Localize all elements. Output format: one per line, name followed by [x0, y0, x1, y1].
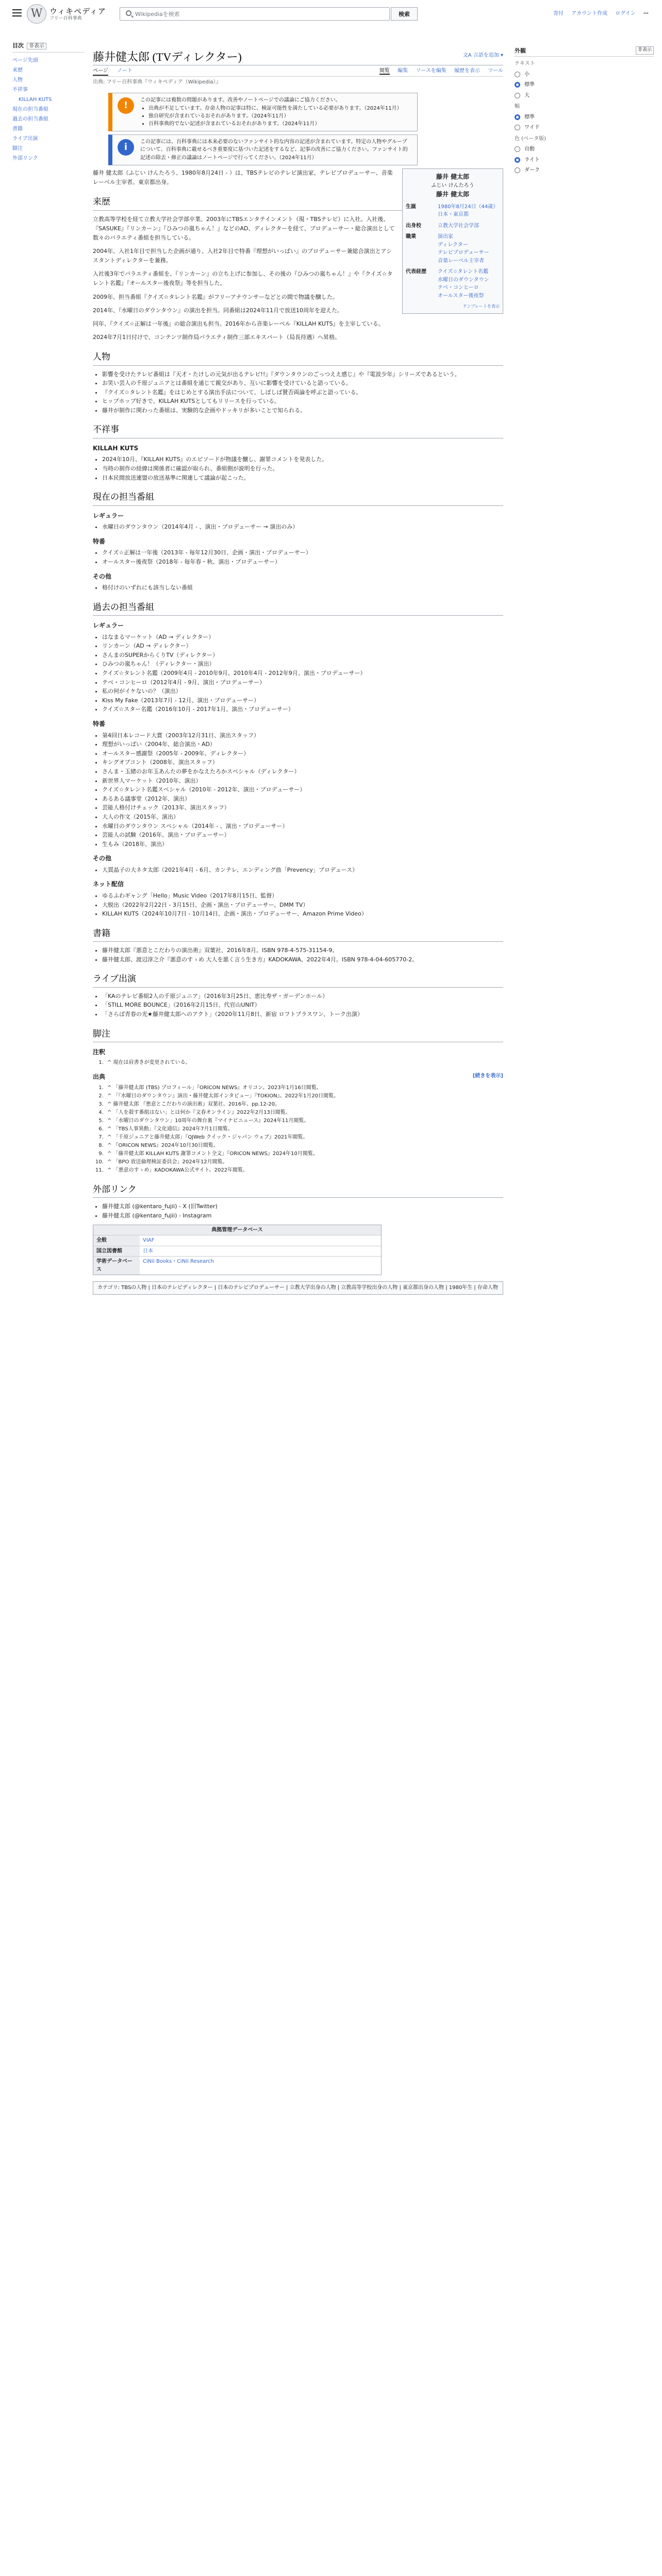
list-item: • 影響を受けたテレビ番組は『天才・たけしの元気が出るテレビ!!』『ダウンタウンのごっつええ感じ』や『電波少年』シリーズであるという。: [102, 370, 503, 379]
live-item: • 「KAのテレビ番組2人の千原ジュニア」（2016年3月25日、恵比寿ザ・ガーデンホール）: [102, 992, 503, 1001]
list-item: • 当時の制作の経緯は関係者に確認が取られ、番組側が説明を行った。: [102, 464, 503, 473]
list-item: • 日本民間放送連盟の放送基準に関連して議論が起こった。: [102, 473, 503, 483]
reference-item: 6. ^ 「TBS人事異動」『文化通信』2024年7月1日閲覧。: [105, 1125, 503, 1133]
radio-icon: [515, 72, 520, 77]
infobox-kana: ふじい けんたろう: [431, 182, 474, 189]
section-person-heading: 人物: [93, 350, 503, 365]
toc-item[interactable]: 人物: [12, 77, 23, 83]
issues-list: [148, 105, 412, 128]
info-icon: i: [118, 139, 134, 156]
reference-item: 7. ^ 「千原ジュニアと藤井健太郎」『QJWeb クイック・ジャパン ウェブ』2021年閲覧。: [105, 1133, 503, 1142]
color-dark[interactable]: ダーク: [515, 166, 654, 175]
donate-link[interactable]: 寄付: [553, 11, 564, 16]
infobox-occupation: 職業 演出家 ディレクター テレビプロデューサー 音楽レーベル主宰者: [406, 234, 489, 264]
toc-item[interactable]: 書籍: [12, 126, 23, 132]
past-regular-list: [102, 633, 503, 714]
program-item: • クイズ☆タレント名鑑スペシャル（2010年 - 2012年、演出・プロデューサー）: [102, 785, 503, 794]
current-other-heading: その他: [93, 572, 112, 580]
toc-item[interactable]: 来歴: [12, 67, 23, 73]
reference-item: 3. ^ 藤井健太郎 『悪意とこだわりの演出術』双葉社、2016年、pp.12-20。: [105, 1100, 503, 1109]
book-item: • 藤井健太郎、渡辺淳之介『悪意のすゝめ 大人を悪く言う生き方』KADOKAWA、2022年4月。ISBN 978-4-04-605770-2。: [102, 955, 503, 964]
toc-item[interactable]: 現在の担当番組: [12, 106, 48, 112]
toc-item[interactable]: ページ先頭: [12, 57, 38, 63]
book-item: • 藤井健太郎『悪意とこだわりの演出術』双葉社、2016年8月。ISBN 978-4-575-31154-9。: [102, 946, 503, 955]
section-past-heading: 過去の担当番組: [93, 601, 503, 616]
radio-icon: [515, 93, 520, 98]
table-of-contents: [12, 41, 85, 163]
tagline: フリー百科事典: [49, 16, 82, 21]
program-item: • 私の何がイケないの？（演出）: [102, 687, 503, 696]
personal-tools: [547, 10, 649, 18]
refs-expand-toggle[interactable]: [続きを表示]: [472, 1073, 503, 1079]
authority-key: 国立図書館: [93, 1246, 140, 1257]
radio-icon: [515, 125, 520, 130]
note-item: 1. ^ 現在は肩書きが変更されている。: [105, 1059, 503, 1067]
appearance-hide-button[interactable]: 非表示: [636, 46, 654, 55]
live-item: • 「STILL MORE BOUNCE」（2016年2月15日、代官山UNIT）: [102, 1001, 503, 1010]
reference-item: 5. ^ 「水曜日のダウンタウン」10周年の舞台裏『マイナビニュース』2024年11月閲覧。: [105, 1117, 503, 1125]
past-regular-heading: レギュラー: [93, 622, 124, 630]
more-icon[interactable]: ⋯: [643, 11, 649, 16]
issues-notice: [108, 93, 418, 131]
search-icon: [126, 10, 131, 16]
program-item: • キングオブコント（2008年、演出スタッフ）: [102, 758, 503, 767]
appearance-head: 外観 非表示: [515, 45, 654, 57]
program-item: • さんまのSUPERからくりTV（ディレクター）: [102, 651, 503, 660]
site-header: [0, 0, 662, 29]
text-size-standard[interactable]: 標準: [515, 81, 654, 89]
external-link[interactable]: • 藤井健太郎 (@kentaro_fujii) - X (旧Twitter): [102, 1202, 503, 1211]
external-link[interactable]: • 藤井健太郎 (@kentaro_fujii) - Instagram: [102, 1211, 503, 1221]
login-link[interactable]: ログイン: [615, 11, 636, 16]
past-special-heading: 特番: [93, 720, 106, 727]
namespace-tabs: [93, 67, 140, 75]
list-item: • ヒップホップ好きで、KILLAH KUTSとしてもリリースを行っている。: [102, 397, 503, 406]
live-item: • 「さらば青春の光★藤井健太郎へのアクト」（2020年11月8日、新宿 ロフトプラスワン、トーク出演）: [102, 1010, 503, 1019]
infobox-name-2: 藤井 健太郎: [436, 191, 470, 198]
program-item: • 芸能人格付けチェック（2013年、演出スタッフ）: [102, 803, 503, 812]
history-paragraph: 2009年、担当番組『クイズ☆タレント名鑑』がフリーアナウンサーなどとの間で物議を醸した。: [93, 293, 338, 300]
reference-item: 10. ^ 「BPO 放送倫理検証委員会」2024年12月閲覧。: [105, 1158, 503, 1166]
color-light[interactable]: ライト: [515, 156, 654, 164]
radio-icon: [515, 167, 520, 173]
history-paragraph: 2024年7月1日付けで、コンテンツ制作局バラエティ制作三部エキスパート（局長待遇）へ昇格。: [93, 334, 341, 341]
radio-checked-icon: [515, 114, 520, 120]
history-paragraph: 入社後3年でバラエティ番組を、『リンカーン』の立ち上げに参加し、その後の『ひみつの嵐ちゃん！』や『クイズ☆タレント名鑑』『オールスター後夜祭』等を担当した。: [93, 270, 393, 287]
tab-read[interactable]: 閲覧: [379, 68, 390, 74]
program-item: • オールスター後夜祭（2018年 - 毎年春・秋、演出・プロデューサー）: [102, 557, 503, 567]
lead-paragraph: 藤井 健太郎（ふじい けんたろう、1980年8月24日 - ）は、TBSテレビのテレビ演出家、テレビプロデューサー、音楽レーベル主宰者。東京都出身。: [93, 170, 393, 186]
reference-item: 11. ^ 「悪意のすゝめ」KADOKAWA公式サイト。2022年閲覧。: [105, 1166, 503, 1175]
language-icon: 文A: [462, 53, 473, 58]
authority-row: [93, 1256, 381, 1275]
toc-item[interactable]: 外部リンク: [12, 155, 38, 161]
infobox-name: 藤井 健太郎: [436, 173, 470, 180]
radio-checked-icon: [515, 82, 520, 88]
past-other-heading: その他: [93, 855, 112, 862]
current-other-list: [102, 583, 503, 592]
program-item: • Kiss My Fake（2013年7月 - 12月、演出・プロデューサー）: [102, 696, 503, 705]
issue-item: • 百科事典的でない記述が含まれているおそれがあります。（2024年11月）: [148, 120, 412, 128]
tab-edit-source[interactable]: ソースを編集: [416, 68, 446, 74]
killah-kuts-heading: KILLAH KUTS: [93, 444, 139, 452]
section-history-heading: 来歴: [93, 195, 503, 210]
external-links-list: [102, 1202, 503, 1220]
fansite-notice: [108, 134, 418, 166]
live-list: [102, 992, 503, 1019]
authority-value[interactable]: VIAF: [143, 1238, 155, 1244]
program-item: • さんま・玉緒のお年玉あんたの夢をかなえたろかスペシャル（ディレクター）: [102, 767, 503, 776]
width-label: 幅: [515, 104, 520, 110]
program-item: • ゆるふわギャング「Hello」Music Video（2017年8月15日、監督）: [102, 891, 503, 901]
history-paragraph: 2004年、入社1年目で担当した企画が通り、入社2年目で特番『理想がいっぱい』のプロデューサー兼総合演出とアシスタントディレクターを兼務。: [93, 248, 392, 264]
past-other-list: [102, 866, 503, 875]
section-books-heading: 書籍: [93, 927, 503, 942]
section-external-heading: 外部リンク: [93, 1183, 503, 1198]
past-net-heading: ネット配信: [93, 880, 124, 888]
color-label: 色 (ベータ版): [515, 135, 546, 142]
section-scandal-heading: 不祥事: [93, 423, 503, 438]
current-regular-list: [102, 522, 503, 532]
tab-history[interactable]: 履歴を表示: [454, 68, 480, 74]
history-paragraph: 2014年、『水曜日のダウンタウン』の演出を担当。同番組は2024年11月で放送10周年を迎えた。: [93, 307, 343, 314]
infobox-template-link[interactable]: テンプレートを表示: [462, 304, 500, 309]
program-item: • 大人の作文（2015年、演出）: [102, 812, 503, 822]
site-sub: 出典: フリー百科事典『ウィキペディア（Wikipedia）』: [93, 79, 221, 85]
wordmark[interactable]: ウィキペディア: [49, 7, 106, 16]
width-wide[interactable]: ワイド: [515, 124, 654, 132]
authority-head: 典拠管理データベース: [93, 1225, 381, 1235]
list-item: • 2024年10月、『KILLAH KUTS』のエピソードが物議を醸し、謝罪コメントを発表した。: [102, 455, 503, 464]
text-size-large[interactable]: 大: [515, 92, 654, 100]
toc-item[interactable]: KILLAH KUTS: [19, 96, 52, 103]
program-item: • ひみつの嵐ちゃん！（ディレクター・演出）: [102, 659, 503, 669]
current-special-list: [102, 548, 503, 566]
infobox-education: 出身校 立教大学社会学部: [406, 223, 479, 229]
section-notes-heading: 脚注: [93, 1027, 503, 1042]
reference-item: 8. ^ 『ORICON NEWS』2024年10月30日閲覧。: [105, 1142, 503, 1150]
toc-list: [12, 56, 85, 163]
refs-subheading: 出典 [続きを表示]: [93, 1073, 503, 1081]
program-item: • 大貫晶子の大ネタ太郎（2021年4月 - 6月、カンテレ、エンディング曲「Prevency」プロデュース）: [102, 866, 503, 875]
authority-key: 全般: [93, 1235, 140, 1246]
program-item: • はなまるマーケット（AD → ディレクター）: [102, 633, 503, 642]
reference-item: 2. ^ 「『水曜日のダウンタウン』演出・藤井健太郎インタビュー」『TOKION』。2022年1月20日閲覧。: [105, 1092, 503, 1100]
authority-row: [93, 1235, 381, 1246]
section-live-heading: ライブ出演: [93, 972, 503, 987]
history-paragraph: 同年、『クイズ☆正解は一年後』の総合演出も担当。2016年から音楽レーベル『KILLAH KUTS』を主宰している。: [93, 320, 384, 327]
past-special-list: [102, 731, 503, 849]
infobox-born: 生誕 1980年8月24日（44歳） 日本・東京都: [406, 204, 499, 218]
infobox-known-for: 代表経歴 クイズ☆タレント名鑑 水曜日のダウンタウン テベ・コンヒーロ オールスター後夜祭: [406, 269, 489, 299]
tab-tools[interactable]: ツール: [488, 68, 503, 74]
radio-checked-icon: [515, 157, 520, 163]
authority-value[interactable]: 日本: [143, 1248, 153, 1254]
program-item: • 水曜日のダウンタウン スペシャル（2014年 - 、演出・プロデューサー）: [102, 822, 503, 831]
references-list: [105, 1084, 503, 1175]
notes-list: [105, 1059, 503, 1067]
program-item: • リンカーン（AD → ディレクター）: [102, 641, 503, 651]
color-auto[interactable]: 自動: [515, 145, 654, 154]
list-item: • 『クイズ☆タレント名鑑』をはじめとする演出手法について、しばしば賛否両論を呼ぶと語っている。: [102, 388, 503, 397]
authority-row: [93, 1246, 381, 1257]
create-account-link[interactable]: アカウント作成: [571, 11, 608, 16]
authority-value[interactable]: CiNii Books・CiNii Research: [143, 1259, 214, 1265]
books-list: [102, 946, 503, 964]
toc-item[interactable]: 過去の担当番組: [12, 116, 48, 122]
toc-title: 目次 非表示: [12, 41, 85, 53]
list-item: • お笑い芸人の千原ジュニアとは番組を通じて親交があり、互いに影響を受けていると語っている。: [102, 379, 503, 388]
radio-icon: [515, 146, 520, 152]
tab-page[interactable]: ページ: [93, 68, 108, 76]
current-special-heading: 特番: [93, 537, 106, 545]
program-item: • あるある議事堂（2012年、演出）: [102, 794, 503, 804]
width-standard[interactable]: 標準: [515, 113, 654, 122]
program-item: • 生もみ（2018年、演出）: [102, 840, 503, 849]
warning-icon: !: [118, 97, 134, 114]
program-item: • クイズ☆スター名鑑（2016年10月 - 2017年1月、演出・プロデューサー）: [102, 705, 503, 714]
program-item: • 第4回日本レコード大賞（2003年12月31日、演出スタッフ）: [102, 731, 503, 740]
authority-key: 学術データベース: [93, 1257, 140, 1275]
toc-item[interactable]: ライブ出演: [12, 135, 38, 142]
past-net-list: [102, 891, 503, 919]
toc-hide-button[interactable]: 非表示: [27, 43, 46, 49]
program-item: • テベ・コンヒーロ（2012年4月 - 9月、演出・プロデューサー）: [102, 678, 503, 687]
article-body: [93, 93, 503, 1295]
wikipedia-logo[interactable]: W: [27, 4, 46, 24]
program-item: • クイズ☆正解は一年後（2013年 - 毎年12月30日、企画・演出・プロデューサー）: [102, 548, 503, 557]
infobox: [402, 168, 503, 314]
language-button[interactable]: 文A 言語を追加 ▾: [462, 53, 503, 58]
tab-talk[interactable]: ノート: [117, 68, 133, 74]
program-item: • 新世界人マーケット（2010年、演出）: [102, 776, 503, 786]
appearance-panel: [515, 42, 654, 175]
killah-kuts-list: [102, 455, 503, 482]
reference-item: 4. ^ 「人を殺す番組はない」とは何か『文春オンライン』2022年2月13日閲覧。: [105, 1109, 503, 1117]
program-item: • 芸能人の試験（2016年、演出・プロデューサー）: [102, 831, 503, 840]
program-item: • オールスター感謝祭（2005年 - 2009年、ディレクター）: [102, 749, 503, 758]
page-title: 藤井健太郎 (TVディレクター): [93, 50, 242, 63]
history-paragraph: 立教高等学校を経て立教大学社会学部卒業。2003年にTBSエンタテインメント（現・TBSテレビ）に入社。入社後、『SASUKE』『リンカーン』『ひみつの嵐ちゃん！』などのAD、ディレクターを経て、プロデューサー・総合演出として数々のバラエティ番組を担当している。: [93, 215, 395, 241]
text-size-small[interactable]: 小: [515, 71, 654, 79]
person-list: [102, 370, 503, 415]
program-item: • クイズ☆タレント名鑑（2009年4月 - 2010年9月、2010年4月 - 2012年9月、演出・プロデューサー）: [102, 669, 503, 678]
toc-item[interactable]: 不祥事: [12, 87, 28, 93]
issue-item: • 独自研究が含まれているおそれがあります。（2024年11月）: [148, 112, 412, 120]
issues-lead: この記事には複数の問題があります。改善やノートページでの議論にご協力ください。: [140, 97, 341, 103]
search-input[interactable]: [135, 9, 352, 19]
program-item: • 格付けのいずれにも該当しない番組: [102, 583, 503, 592]
issue-item: • 出典が不足しています。存命人物の記事は特に、検証可能性を満たしている必要があります。（2024年11月）: [148, 105, 412, 112]
program-item: • 水曜日のダウンタウン（2014年4月 - 、演出・プロデューサー → 演出のみ）: [102, 522, 503, 532]
toc-item[interactable]: 脚注: [12, 145, 23, 151]
list-item: • 藤井が制作に関わった番組は、実験的な企画やドッキリが多いことで知られる。: [102, 406, 503, 415]
authority-control: [93, 1225, 382, 1276]
view-tabs: [373, 67, 503, 75]
notes-subheading: 注釈: [93, 1048, 106, 1056]
reference-item: 1. ^ 「藤井健太郎 (TBS) プロフィール」『ORICON NEWS』オリコン。2023年1月16日閲覧。: [105, 1084, 503, 1092]
fansite-text: この記事には、百科事典には本来必要のないファンサイト的な内容の記述が含まれています。特定の人物やグループについて、百科事典に載せるべき重要度に基づいた記述をするなど、記事の改善にご協力ください。ファンサイト的記述の除去・修正の議論はノートページで行ってください。（2024年11月）: [140, 139, 408, 161]
text-size-label: テキスト: [515, 61, 535, 67]
category-links[interactable]: カテゴリ: TBSの人物 | 日本のテレビディレクター | 日本のテレビプロデューサー | 立教大学出身の人物 | 立教高等学校出身の人物 | 東京都出身の人物 | 1980年生 | 存命人物: [93, 1281, 503, 1295]
program-item: • 大脱出（2022年2月22日 - 3月15日、企画・演出・プロデューサー、DMM TV）: [102, 901, 503, 910]
main-menu-icon[interactable]: [12, 9, 22, 16]
tabs-divider: [93, 76, 503, 77]
search-button[interactable]: 検索: [391, 7, 418, 21]
reference-item: 9. ^ 「藤井健太郎 KILLAH KUTS 謝罪コメント全文」『ORICON NEWS』2024年10月閲覧。: [105, 1150, 503, 1158]
program-item: • KILLAH KUTS（2024年10月7日 - 10月14日、企画・演出・プロデューサー、Amazon Prime Video）: [102, 909, 503, 919]
program-item: • 理想がいっぱい（2004年、総合演出・AD）: [102, 740, 503, 749]
tab-edit[interactable]: 編集: [398, 68, 408, 74]
current-regular-heading: レギュラー: [93, 512, 124, 519]
section-current-heading: 現在の担当番組: [93, 490, 503, 505]
